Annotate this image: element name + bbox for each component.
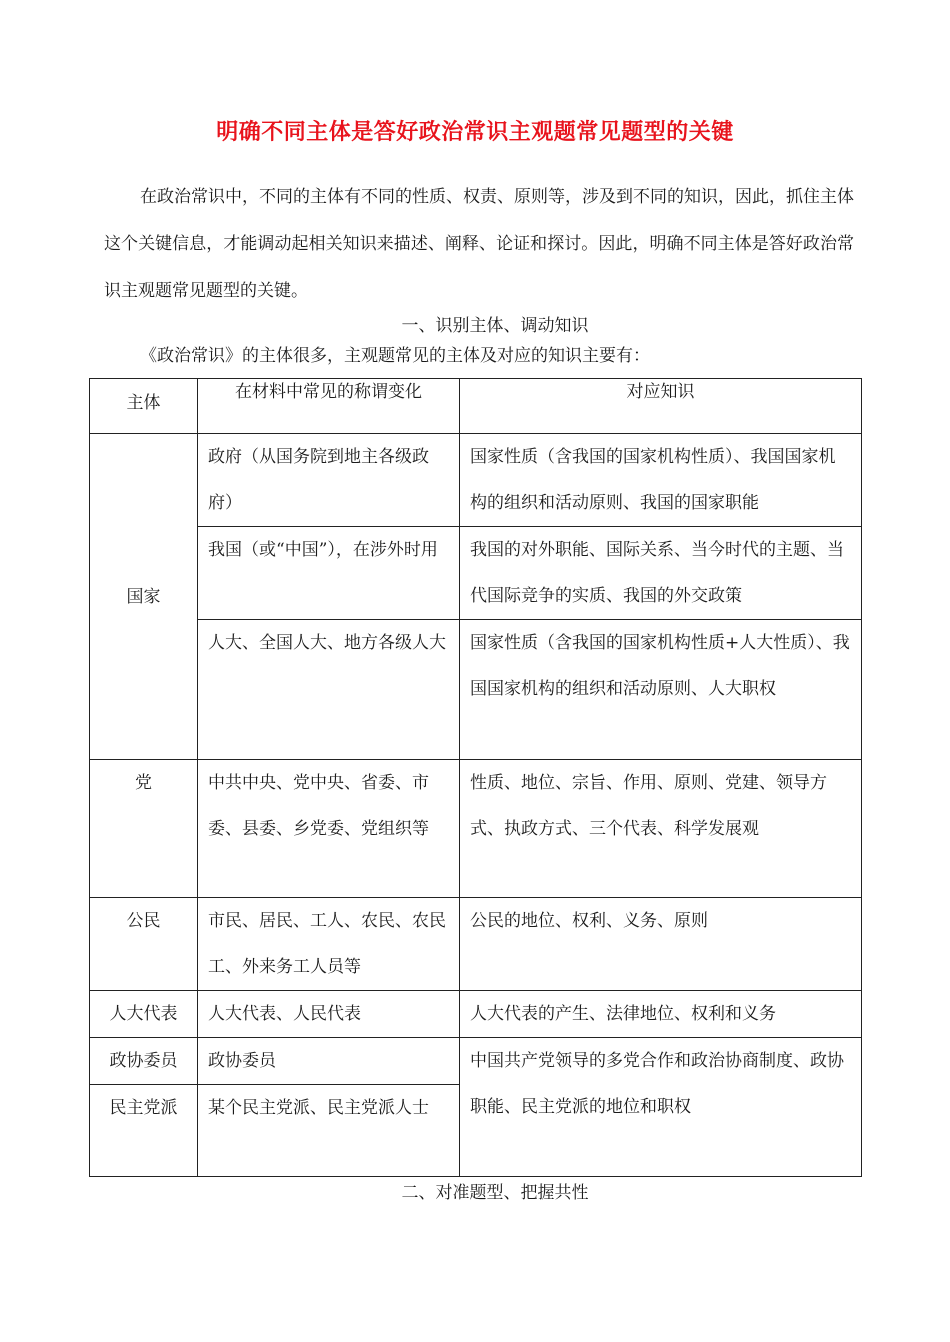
cell-term: 我国（或“中国”），在涉外时用 [198,527,460,620]
cell-term: 某个民主党派、民主党派人士 [198,1085,460,1177]
section-heading-2: 二、对准题型、把握共性 [401,1183,589,1203]
cell-subject: 国家 [90,434,198,760]
table-row [90,991,862,1038]
table-header-row [90,379,862,434]
table-row [90,898,862,991]
table-row [90,527,862,620]
cell-knowledge: 人大代表的产生、法律地位、权利和义务 [460,991,862,1038]
intro-paragraph: 在政治常识中，不同的主体有不同的性质、权责、原则等，涉及到不同的知识，因此，抓住主体这个关键信息，才能调动起相关知识来描述、阐释、论证和探讨。因此，明确不同主体是答好政治常识主观题常见题型的关键。 [104,187,854,301]
cell-knowledge: 我国的对外职能、国际关系、当今时代的主题、当代国际竞争的实质、我国的外交政策 [460,527,862,620]
cell-subject: 党 [90,760,198,898]
cell-term: 政府（从国务院到地主各级政府） [198,434,460,527]
cell-knowledge: 公民的地位、权利、义务、原则 [460,898,862,991]
cell-subject: 政协委员 [90,1038,198,1085]
cell-term: 人大代表、人民代表 [198,991,460,1038]
page-title: 明确不同主体是答好政治常识主观题常见题型的关键 [216,119,734,145]
cell-subject: 公民 [90,898,198,991]
cell-knowledge: 性质、地位、宗旨、作用、原则、党建、领导方式、执政方式、三个代表、科学发展观 [460,760,862,898]
cell-term: 政协委员 [198,1038,460,1085]
table-row [90,760,862,898]
cell-knowledge: 中国共产党领导的多党合作和政治协商制度、政协职能、民主党派的地位和职权 [460,1038,862,1177]
table-lead-text: 《政治常识》的主体很多，主观题常见的主体及对应的知识主要有： [140,346,650,366]
header-subject: 主体 [90,379,198,434]
header-term: 在材料中常见的称谓变化 [198,379,460,434]
table-row [90,620,862,760]
section-heading-1: 一、识别主体、调动知识 [401,316,589,336]
cell-term: 市民、居民、工人、农民、农民工、外来务工人员等 [198,898,460,991]
cell-term: 中共中央、党中央、省委、市委、县委、乡党委、党组织等 [198,760,460,898]
table-row [90,434,862,527]
cell-term: 人大、全国人大、地方各级人大 [198,620,460,760]
cell-knowledge: 国家性质（含我国的国家机构性质+人大性质）、我国国家机构的组织和活动原则、人大职权 [460,620,862,760]
subject-knowledge-table [89,378,862,1177]
cell-subject: 民主党派 [90,1085,198,1177]
cell-subject: 人大代表 [90,991,198,1038]
cell-knowledge: 国家性质（含我国的国家机构性质）、我国国家机构的组织和活动原则、我国的国家职能 [460,434,862,527]
table-row [90,1038,862,1085]
header-knowledge: 对应知识 [460,379,862,434]
